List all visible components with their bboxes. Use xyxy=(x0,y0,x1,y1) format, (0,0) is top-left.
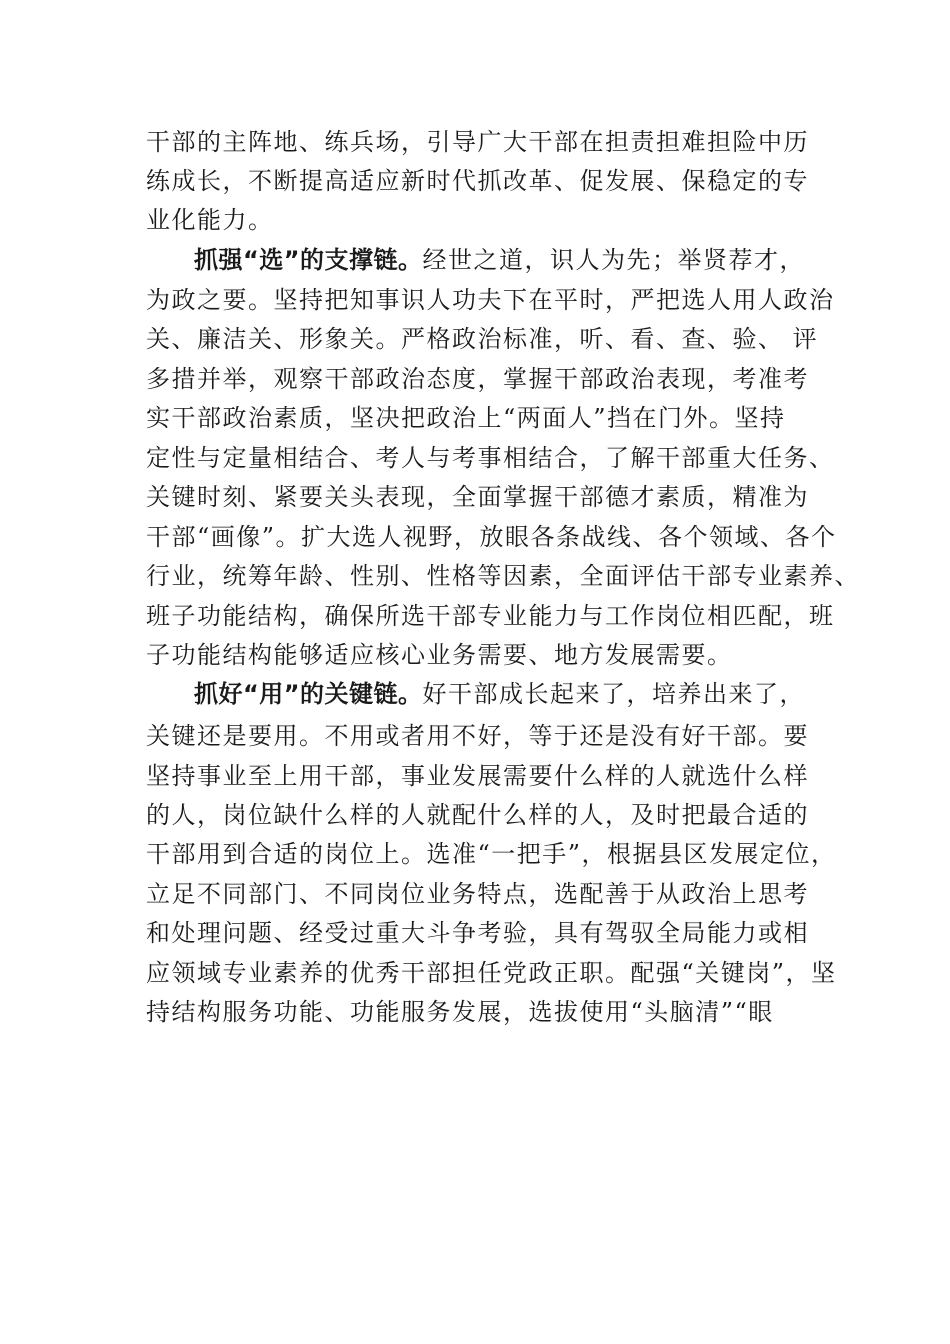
paragraph-text: 经世之道，识人为先；举贤荐才， xyxy=(422,246,806,274)
paragraph-line: 干部“画像”。扩大选人视野，放眼各条战线、各个领域、各个 xyxy=(146,523,837,551)
paragraph-line: 关键还是要用。不用或者用不好，等于还是没有好干部。要 xyxy=(146,722,809,750)
paragraph-first-line xyxy=(194,240,805,280)
section-heading-use: 抓好“用”的关键链。 xyxy=(194,680,423,708)
paragraph-line: 行业，统筹年龄、性别、性格等因素，全面评估干部专业素养、 xyxy=(146,562,860,590)
paragraph-line: 干部用到合适的岗位上。选准“一把手”，根据县区发展定位， xyxy=(146,840,837,868)
paragraph-line: 坚持事业至上用干部，事业发展需要什么样的人就选什么样 xyxy=(146,762,809,790)
paragraph-line: 和处理问题、经受过重大斗争考验，具有驾驭全局能力或相 xyxy=(146,919,809,947)
paragraph-line: 业化能力。 xyxy=(146,206,274,234)
paragraph-first-line xyxy=(194,674,805,714)
section-heading-select: 抓强“选”的支撑链。 xyxy=(194,246,423,274)
paragraph-line: 子功能结构能够适应核心业务需要、地方发展需要。 xyxy=(146,641,733,669)
paragraph-line: 持结构服务功能、功能服务发展，选拔使用“头脑清”“眼 xyxy=(146,998,774,1026)
paragraph-line: 多措并举，观察干部政治态度，掌握干部政治表现，考准考 xyxy=(146,365,809,393)
paragraph-line: 立足不同部门、不同岗位业务特点，选配善于从政治上思考 xyxy=(146,880,809,908)
paragraph-line: 实干部政治素质，坚决把政治上“两面人”挡在门外。坚持 xyxy=(146,404,786,432)
paragraph-line: 定性与定量相结合、考人与考事相结合，了解干部重大任务、 xyxy=(146,444,835,472)
paragraph-line: 为政之要。坚持把知事识人功夫下在平时，严把选人用人政治 xyxy=(146,286,835,314)
paragraph-text: 好干部成长起来了，培养出来了， xyxy=(422,680,806,708)
paragraph-line: 关、廉洁关、形象关。严格政治标准，听、看、查、验、 评 xyxy=(146,325,819,353)
paragraph-line: 练成长，不断提高适应新时代抓改革、促发展、保稳定的专 xyxy=(146,167,809,195)
paragraph-line: 干部的主阵地、练兵场，引导广大干部在担责担难担险中历 xyxy=(146,128,809,156)
paragraph-line: 应领域专业素养的优秀干部担任党政正职。配强“关键岗”，坚 xyxy=(146,959,837,987)
paragraph-line: 关键时刻、紧要关头表现，全面掌握干部德才素质，精准为 xyxy=(146,483,809,511)
paragraph-line: 的人，岗位缺什么样的人就配什么样的人，及时把最合适的 xyxy=(146,801,809,829)
paragraph-line: 班子功能结构，确保所选干部专业能力与工作岗位相匹配，班 xyxy=(146,602,835,630)
